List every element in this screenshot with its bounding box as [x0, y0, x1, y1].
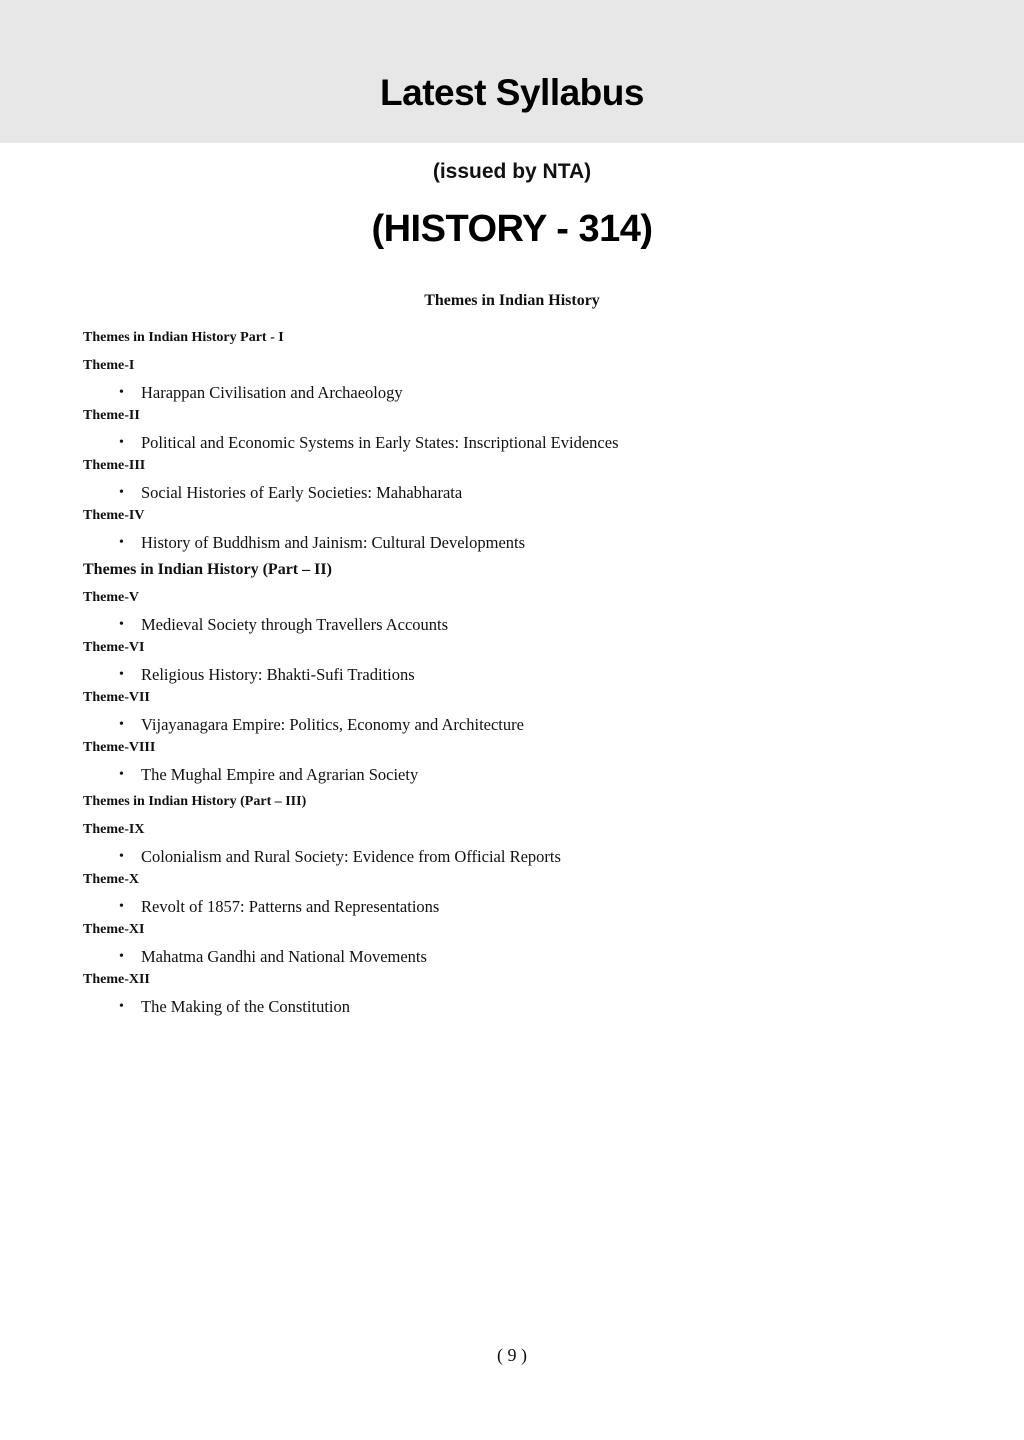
- theme-text: The Mughal Empire and Agrarian Society: [141, 765, 419, 784]
- page-number: ( 9 ): [497, 1345, 527, 1365]
- theme-text: Political and Economic Systems in Early States: Inscriptional Evidences: [141, 433, 619, 452]
- theme-text: Revolt of 1857: Patterns and Representations: [141, 897, 440, 916]
- bullet-icon: •: [119, 999, 124, 1014]
- part-heading: Themes in Indian History (Part – III): [83, 794, 307, 809]
- theme-text: Medieval Society through Travellers Accounts: [141, 615, 449, 634]
- theme-label: Theme-V: [83, 590, 139, 605]
- bullet-icon: •: [119, 617, 124, 632]
- theme-label: Theme-VII: [83, 690, 150, 705]
- list-item: [83, 662, 943, 688]
- part-heading: Themes in Indian History Part - I: [83, 330, 284, 345]
- theme-text: Vijayanagara Empire: Politics, Economy and Architecture: [141, 715, 524, 734]
- list-item: [83, 844, 943, 870]
- bullet-icon: •: [119, 767, 124, 782]
- part-heading: Themes in Indian History (Part – II): [83, 561, 332, 578]
- bullet-icon: •: [119, 949, 124, 964]
- theme-text: Social Histories of Early Societies: Mahabharata: [141, 483, 463, 502]
- theme-label: Theme-I: [83, 358, 135, 373]
- list-item: [83, 380, 943, 406]
- bullet-icon: •: [119, 899, 124, 914]
- theme-label: Theme-XII: [83, 972, 150, 987]
- list-item: [83, 480, 943, 506]
- bullet-icon: •: [119, 667, 124, 682]
- theme-label: Theme-II: [83, 408, 140, 423]
- theme-text: The Making of the Constitution: [141, 997, 350, 1016]
- theme-label: Theme-IV: [83, 508, 145, 523]
- list-item: [83, 762, 943, 792]
- bullet-icon: •: [119, 849, 124, 864]
- theme-text: Mahatma Gandhi and National Movements: [141, 947, 427, 966]
- bullet-icon: •: [119, 535, 124, 550]
- section-title: Themes in Indian History: [424, 292, 600, 309]
- theme-text: History of Buddhism and Jainism: Cultural Developments: [141, 533, 526, 552]
- list-item: [83, 712, 943, 738]
- bullet-icon: •: [119, 435, 124, 450]
- theme-text: Colonialism and Rural Society: Evidence from Official Reports: [141, 847, 561, 866]
- page-title: Latest Syllabus: [380, 72, 644, 113]
- bullet-icon: •: [119, 385, 124, 400]
- theme-text: Harappan Civilisation and Archaeology: [141, 383, 403, 402]
- bullet-icon: •: [119, 485, 124, 500]
- list-item: [83, 612, 943, 638]
- list-item: [83, 430, 943, 456]
- theme-label: Theme-VI: [83, 640, 145, 655]
- syllabus-content: [83, 328, 943, 1020]
- theme-text: Religious History: Bhakti-Sufi Traditions: [141, 665, 415, 684]
- theme-label: Theme-VIII: [83, 740, 156, 755]
- list-item: [83, 530, 943, 560]
- issued-by: (issued by NTA): [432, 160, 592, 183]
- theme-label: Theme-X: [83, 872, 139, 887]
- subject-title: (HISTORY - 314): [371, 208, 653, 250]
- bullet-icon: •: [119, 717, 124, 732]
- list-item: [83, 894, 943, 920]
- list-item: [83, 994, 943, 1020]
- list-item: [83, 944, 943, 970]
- theme-label: Theme-XI: [83, 922, 145, 937]
- theme-label: Theme-IX: [83, 822, 145, 837]
- theme-label: Theme-III: [83, 458, 146, 473]
